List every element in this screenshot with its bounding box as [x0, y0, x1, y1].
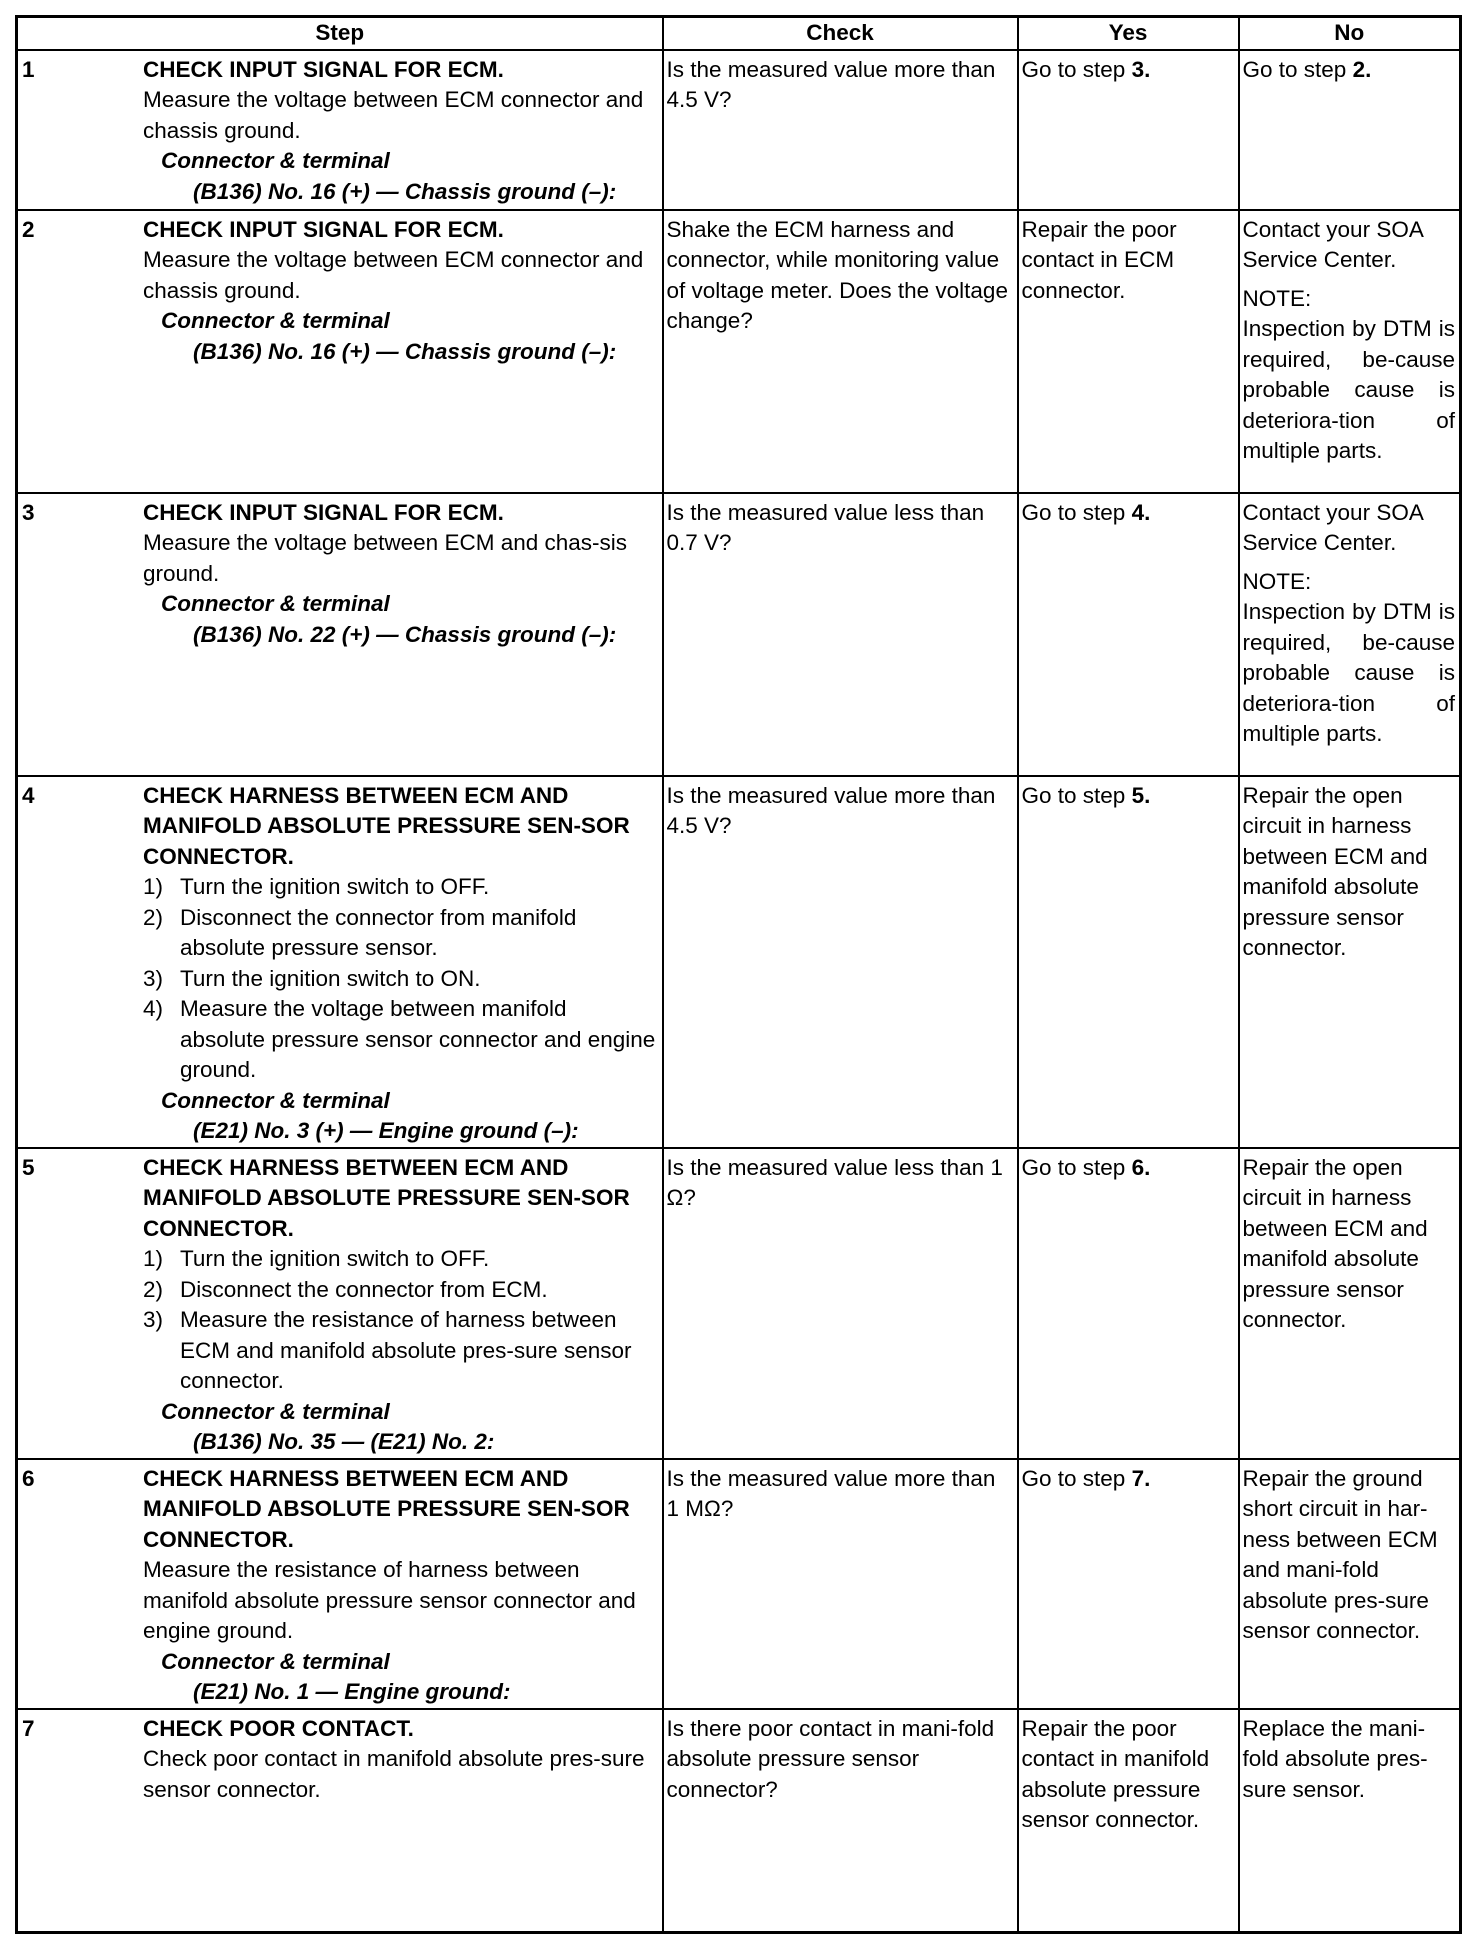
- step-cell: [17, 1148, 663, 1459]
- yes-cell: [1018, 1459, 1239, 1709]
- yes-cell: [1018, 50, 1239, 210]
- step-number: 5: [22, 1154, 35, 1180]
- check-cell: Is there poor contact in mani-fold absolute pressure sensor connector?: [663, 1709, 1018, 1933]
- diagnostic-table: [15, 15, 1462, 1934]
- step-number: 3: [22, 499, 35, 525]
- connector-label: Connector & terminal: [161, 308, 390, 333]
- yes-cell: [1018, 493, 1239, 776]
- check-cell: Is the measured value less than 1 Ω?: [663, 1148, 1018, 1459]
- step-cell: [17, 50, 663, 210]
- header-step: Step: [17, 17, 663, 50]
- step-title: CHECK HARNESS BETWEEN ECM AND MANIFOLD ABSOLUTE PRESSURE SEN-SOR CONNECTOR.: [143, 1465, 630, 1552]
- no-cell: Replace the mani-fold absolute pres-sure sensor.: [1239, 1709, 1461, 1933]
- step-description: Measure the voltage between ECM and chas-sis ground.: [143, 530, 628, 586]
- step-number: 4: [22, 782, 35, 808]
- table-row: [17, 776, 1461, 1148]
- step-title: CHECK HARNESS BETWEEN ECM AND MANIFOLD ABSOLUTE PRESSURE SEN-SOR CONNECTOR.: [143, 1154, 630, 1241]
- no-text: Contact your SOA Service Center.: [1242, 216, 1423, 272]
- yes-text: Go to step: [1021, 1465, 1132, 1491]
- step-cell: [17, 210, 663, 493]
- procedure-item: 2) Disconnect the connector from manifold absolute pressure sensor.: [143, 904, 577, 960]
- no-step-ref: 2.: [1352, 56, 1372, 82]
- no-cell: Repair the open circuit in harness between ECM and manifold absolute pressure sensor connector.: [1239, 1148, 1461, 1459]
- yes-cell: [1018, 776, 1239, 1148]
- procedure-item: 2) Disconnect the connector from ECM.: [143, 1276, 548, 1302]
- header-row: [17, 17, 1461, 50]
- yes-cell: Repair the poor contact in manifold absolute pressure sensor connector.: [1018, 1709, 1239, 1933]
- step-title: CHECK HARNESS BETWEEN ECM AND MANIFOLD ABSOLUTE PRESSURE SEN-SOR CONNECTOR.: [143, 782, 630, 869]
- procedure-item: 3) Turn the ignition switch to ON.: [143, 965, 481, 991]
- step-title: CHECK POOR CONTACT.: [143, 1715, 414, 1741]
- check-cell: Is the measured value more than 1 MΩ?: [663, 1459, 1018, 1709]
- check-cell: Is the measured value more than 4.5 V?: [663, 776, 1018, 1148]
- yes-step-ref: 7.: [1131, 1465, 1151, 1491]
- step-title: CHECK INPUT SIGNAL FOR ECM.: [143, 499, 504, 525]
- step-number: 6: [22, 1465, 35, 1491]
- connector-label: Connector & terminal: [161, 148, 390, 173]
- step-description: Measure the resistance of harness between manifold absolute pressure sensor connector and engine ground.: [143, 1557, 636, 1643]
- yes-text: Go to step: [1021, 499, 1132, 525]
- procedure-item: 3) Measure the resistance of harness between ECM and manifold absolute pres-sure sensor connector.: [143, 1307, 632, 1393]
- connector-terminal: (E21) No. 1 — Engine ground:: [193, 1679, 511, 1704]
- yes-step-ref: 6.: [1131, 1154, 1151, 1180]
- check-cell: Shake the ECM harness and connector, while monitoring value of voltage meter. Does the voltage change?: [663, 210, 1018, 493]
- yes-step-ref: 4.: [1131, 499, 1151, 525]
- connector-label: Connector & terminal: [161, 1087, 390, 1113]
- no-cell: [1239, 493, 1461, 776]
- header-yes: Yes: [1018, 17, 1239, 50]
- header-no: No: [1239, 17, 1461, 50]
- step-description: Measure the voltage between ECM connector and chassis ground.: [143, 247, 644, 303]
- connector-label: Connector & terminal: [161, 591, 390, 616]
- yes-cell: [1018, 1148, 1239, 1459]
- connector-terminal: (B136) No. 22 (+) — Chassis ground (–):: [193, 621, 617, 647]
- header-check: Check: [663, 17, 1018, 50]
- connector-terminal: (E21) No. 3 (+) — Engine ground (–):: [193, 1118, 579, 1143]
- connector-terminal: (B136) No. 16 (+) — Chassis ground (–):: [193, 178, 617, 204]
- check-cell: Is the measured value more than 4.5 V?: [663, 50, 1018, 210]
- step-cell: [17, 1459, 663, 1709]
- no-text: Go to step: [1242, 56, 1353, 82]
- procedure-list: [143, 872, 658, 1086]
- yes-text: Go to step: [1021, 56, 1132, 82]
- table-row: [17, 1459, 1461, 1709]
- no-cell: Repair the ground short circuit in har-ness between ECM and mani-fold absolute pres-sure sensor connector.: [1239, 1459, 1461, 1709]
- yes-text: Go to step: [1021, 782, 1132, 808]
- note-text: Inspection by DTM is required, be-cause probable cause is deteriora-tion of multiple parts.: [1242, 316, 1455, 463]
- procedure-item: 4) Measure the voltage between manifold absolute pressure sensor connector and engine ground.: [143, 996, 656, 1082]
- no-cell: Repair the open circuit in harness between ECM and manifold absolute pressure sensor connector.: [1239, 776, 1461, 1148]
- connector-terminal: (B136) No. 35 — (E21) No. 2:: [193, 1429, 495, 1454]
- step-number: 7: [22, 1715, 35, 1741]
- yes-step-ref: 3.: [1131, 56, 1151, 82]
- note-label: NOTE:: [1242, 568, 1312, 594]
- procedure-item: 1) Turn the ignition switch to OFF.: [143, 1246, 490, 1271]
- table-row: [17, 493, 1461, 776]
- note-label: NOTE:: [1242, 285, 1312, 311]
- step-cell: [17, 493, 663, 776]
- no-cell: [1239, 210, 1461, 493]
- procedure-list: [143, 1244, 658, 1397]
- step-cell: [17, 1709, 663, 1933]
- table-row: [17, 50, 1461, 210]
- procedure-item: 1) Turn the ignition switch to OFF.: [143, 874, 490, 899]
- no-text: Contact your SOA Service Center.: [1242, 499, 1423, 555]
- step-description: Check poor contact in manifold absolute pres-sure sensor connector.: [143, 1746, 645, 1802]
- yes-cell: Repair the poor contact in ECM connector.: [1018, 210, 1239, 493]
- yes-step-ref: 5.: [1131, 782, 1151, 808]
- no-cell: [1239, 50, 1461, 210]
- table-row: [17, 210, 1461, 493]
- connector-label: Connector & terminal: [161, 1648, 390, 1674]
- note-text: Inspection by DTM is required, be-cause probable cause is deteriora-tion of multiple parts.: [1242, 599, 1455, 746]
- table-row: [17, 1709, 1461, 1933]
- step-title: CHECK INPUT SIGNAL FOR ECM.: [143, 56, 504, 82]
- connector-label: Connector & terminal: [161, 1398, 390, 1424]
- step-number: 2: [22, 216, 35, 242]
- table-row: [17, 1148, 1461, 1459]
- connector-terminal: (B136) No. 16 (+) — Chassis ground (–):: [193, 338, 617, 364]
- step-number: 1: [22, 56, 35, 82]
- step-description: Measure the voltage between ECM connector and chassis ground.: [143, 87, 644, 143]
- check-cell: Is the measured value less than 0.7 V?: [663, 493, 1018, 776]
- step-cell: [17, 776, 663, 1148]
- yes-text: Go to step: [1021, 1154, 1132, 1180]
- step-title: CHECK INPUT SIGNAL FOR ECM.: [143, 216, 504, 242]
